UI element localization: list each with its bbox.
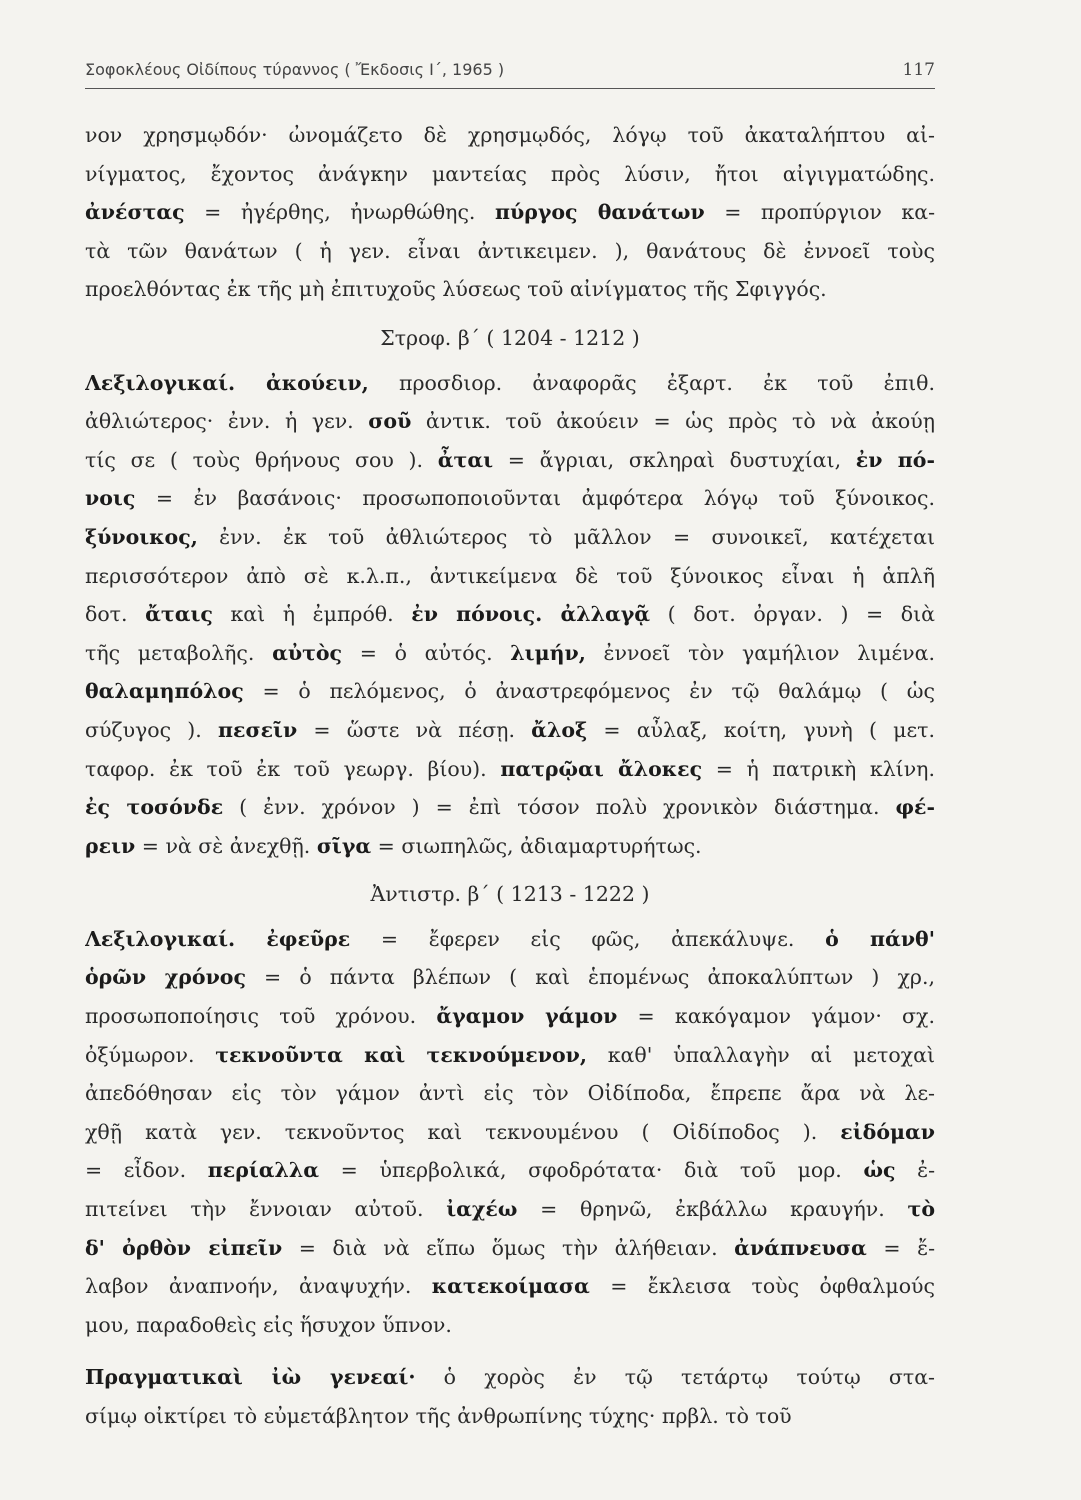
- text-span: = ὁ αὐτός.: [342, 640, 511, 665]
- text-span: = εἶδον.: [85, 1158, 208, 1183]
- text-line: [85, 672, 935, 711]
- lemma-term: τεκνοῦντα καὶ τεκνούμενον,: [215, 1042, 588, 1067]
- lemma-term: ἐν πό-: [855, 447, 935, 472]
- text-line: [85, 155, 935, 194]
- text-line: [85, 997, 935, 1036]
- lemma-term: εἰδόμαν: [840, 1119, 935, 1144]
- text-line: [85, 1036, 935, 1075]
- text-line: [85, 402, 935, 441]
- text-span: ὀξύμωρον.: [85, 1042, 216, 1067]
- text-span: = ὁ πάντα βλέπων ( καὶ ἑπομένως ἀποκαλύπτων ) χρ.,: [245, 965, 935, 990]
- lemma-term: πεσεῖν: [218, 717, 298, 742]
- text-span: σίμῳ οἰκτίρει τὸ εὐμετάβλητον τῆς ἀνθρωπίνης τύχης· πρβλ. τὸ τοῦ: [85, 1404, 792, 1428]
- text-span: = ἔφερεν εἰς φῶς, ἀπεκάλυψε.: [350, 926, 826, 951]
- lemma-term: τὸ: [907, 1197, 935, 1222]
- text-span: προσωποποίησις τοῦ χρόνου.: [85, 1004, 437, 1029]
- text-span: ἐννοεῖ τὸν γαμήλιον λιμένα.: [585, 640, 935, 665]
- text-span: = κακόγαμον γάμον· σχ.: [617, 1004, 935, 1029]
- text-line: [85, 788, 935, 827]
- text-span: = ἄγριαι, σκληραὶ δυστυχίαι,: [493, 447, 856, 472]
- lemma-term: νοις: [85, 486, 136, 511]
- lemma-term: λιμήν,: [510, 640, 586, 665]
- text-span: προελθόντας ἐκ τῆς μὴ ἐπιτυχοῦς λύσεως τοῦ αἰνίγματος τῆς Σφιγγός.: [85, 277, 827, 302]
- lemma-term: ἐς τοσόνδε: [85, 795, 224, 820]
- text-span: τίς σε ( τοὺς θρήνους σου ).: [85, 447, 438, 472]
- text-span: = ἠγέρθης, ἠνωρθώθης.: [184, 200, 495, 225]
- text-line: [85, 920, 935, 959]
- text-span: καθ' ὑπαλλαγὴν αἱ μετοχαὶ: [587, 1042, 935, 1067]
- lemma-term: ξύνοικος,: [85, 524, 198, 549]
- text-line: [85, 1074, 935, 1113]
- lemma-term: ὡς: [863, 1158, 896, 1183]
- text-line: [85, 364, 935, 403]
- text-span: σύζυγος ).: [85, 717, 218, 742]
- running-header: [85, 60, 935, 89]
- text-span: = σιωπηλῶς, ἀδιαμαρτυρήτως.: [371, 833, 702, 858]
- text-line: [85, 1358, 935, 1397]
- text-span: = ἔ-: [866, 1235, 935, 1260]
- text-line: [85, 595, 935, 634]
- text-span: = ἡ πατρικὴ κλίνη.: [702, 756, 935, 781]
- text-line: [85, 1190, 935, 1229]
- lemma-term: Πραγματικαὶ ἰὼ γενεαί·: [85, 1365, 416, 1390]
- section-heading-antistrophe: Ἀντιστρ. β΄ ( 1213 - 1222 ): [370, 882, 650, 907]
- text-span: = νὰ σὲ ἀνεχθῇ.: [135, 833, 317, 858]
- text-line: [85, 1113, 935, 1152]
- lemma-term: πύργος θανάτων: [494, 200, 705, 225]
- page: [85, 60, 935, 1436]
- lemma-term: κατεκοίμασα: [431, 1274, 590, 1299]
- lemma-term: ἄταις: [145, 602, 213, 627]
- text-span: τῆς μεταβολῆς.: [85, 640, 273, 665]
- text-span: μου, παραδοθεὶς εἰς ἥσυχον ὕπνον.: [85, 1312, 452, 1337]
- text-span: = ἔκλεισα τοὺς ὀφθαλμούς: [589, 1274, 935, 1299]
- text-line: [85, 1267, 935, 1306]
- lemma-term: ὁρῶν χρόνος: [85, 965, 246, 990]
- text-line: [85, 750, 935, 789]
- text-line: [85, 827, 935, 866]
- text-span: νίγματος, ἔχοντος ἀνάγκην μαντείας πρὸς λύσιν, ἤτοι αἰγιγματώδης.: [85, 161, 935, 186]
- text-line: [85, 1229, 935, 1268]
- text-span: πιτείνει τὴν ἔννοιαν αὐτοῦ.: [85, 1197, 447, 1222]
- text-line: [85, 557, 935, 596]
- paragraph-intro: [85, 116, 935, 309]
- text-span: νον χρησμῳδόν· ὠνομάζετο δὲ χρησμῳδός, λόγῳ τοῦ ἀκαταλήπτου αἰ-: [85, 123, 935, 147]
- lemma-term: ἄλοξ: [531, 717, 588, 742]
- text-span: καὶ ἡ ἐμπρόθ.: [212, 602, 412, 627]
- text-line: [85, 1397, 935, 1436]
- text-span: = ἐν βασάνοις· προσωποποιοῦνται ἀμφότερα λόγῳ τοῦ ξύνοικος.: [135, 486, 935, 511]
- text-span: ( ἐνν. χρόνον ) = ἐπὶ τόσον πολὺ χρονικὸν διάστημα.: [223, 795, 896, 820]
- paragraph-strophe-glossary: [85, 364, 935, 866]
- lemma-term: σῖγα: [316, 833, 372, 858]
- text-span: = ὁ πελόμενος, ὁ ἀναστρεφόμενος ἐν τῷ θαλάμῳ ( ὡς: [243, 679, 935, 704]
- text-span: λαβον ἀναπνοήν, ἀναψυχήν.: [85, 1274, 432, 1299]
- text-span: τὰ τῶν θανάτων ( ἡ γεν. εἶναι ἀντικειμεν. ), θανάτους δὲ ἐννοεῖ τοὺς: [85, 238, 935, 263]
- text-line: [85, 711, 935, 750]
- lemma-term: αὐτὸς: [272, 640, 343, 665]
- text-span: ( δοτ. ὀργαν. ) = διὰ: [650, 602, 935, 627]
- text-line: [85, 958, 935, 997]
- lemma-term: ἆται: [437, 447, 494, 472]
- text-span: ὁ χορὸς ἐν τῷ τετάρτῳ τούτῳ στα-: [415, 1365, 935, 1390]
- paragraph-antistrophe-glossary: [85, 920, 935, 1345]
- lemma-term: ἀνάπνευσα: [734, 1235, 867, 1260]
- text-line: [85, 518, 935, 557]
- text-span: περισσότερον ἀπὸ σὲ κ.λ.π., ἀντικείμενα δὲ τοῦ ξύνοικος εἶναι ἡ ἁπλῆ: [85, 563, 935, 588]
- text-span: = διὰ νὰ εἴπω ὅμως τὴν ἀλήθειαν.: [282, 1235, 735, 1260]
- text-span: δοτ.: [85, 602, 146, 627]
- text-span: ἐνν. ἐκ τοῦ ἀθλιώτερος τὸ μᾶλλον = συνοικεῖ, κατέχεται: [197, 524, 935, 549]
- text-line: [85, 116, 935, 155]
- lemma-term: ρειν: [85, 833, 136, 858]
- text-span: = ὥστε νὰ πέσῃ.: [297, 717, 532, 742]
- lemma-term: Λεξιλογικαί. ἐφεῦρε: [85, 926, 351, 951]
- text-span: ἀντικ. τοῦ ἀκούειν = ὡς πρὸς τὸ νὰ ἀκούῃ: [411, 409, 935, 434]
- lemma-term: ἄγαμον γάμον: [436, 1004, 618, 1029]
- text-span: ἐ-: [895, 1158, 935, 1183]
- text-span: χθῇ κατὰ γεν. τεκνοῦντος καὶ τεκνουμένου ( Οἰδίποδος ).: [85, 1119, 841, 1144]
- lemma-term: φέ-: [895, 795, 935, 820]
- lemma-term: θαλαμηπόλος: [85, 679, 244, 704]
- section-heading-strophe: Στροφ. β΄ ( 1204 - 1212 ): [380, 325, 640, 350]
- running-title: Σοφοκλέους Οἰδίπους τύραννος ( Ἔκδοσις Ι΄, 1965 ): [85, 60, 505, 79]
- lemma-term: δ' ὀρθὸν εἰπεῖν: [85, 1235, 283, 1260]
- text-span: = ὑπερβολικά, σφοδρότατα· διὰ τοῦ μορ.: [319, 1158, 864, 1183]
- text-line: [85, 1151, 935, 1190]
- lemma-term: Λεξιλογικαί. ἀκούειν,: [85, 370, 369, 395]
- text-span: = θρηνῶ, ἐκβάλλω κραυγήν.: [517, 1197, 908, 1222]
- text-line: [85, 1306, 935, 1345]
- text-span: ἀθλιώτερος· ἐνν. ἡ γεν.: [85, 409, 369, 434]
- lemma-term: πατρῷαι ἄλοκες: [500, 756, 703, 781]
- text-line: [85, 193, 935, 232]
- text-span: = προπύργιον κα-: [704, 200, 935, 225]
- text-span: = αὖλαξ, κοίτη, γυνὴ ( μετ.: [587, 717, 935, 742]
- text-line: [85, 441, 935, 480]
- lemma-term: ἰαχέω: [446, 1197, 518, 1222]
- text-line: [85, 634, 935, 673]
- text-line: [85, 479, 935, 518]
- text-span: προσδιορ. ἀναφορᾶς ἐξαρτ. ἐκ τοῦ ἐπιθ.: [368, 370, 935, 395]
- lemma-term: περίαλλα: [207, 1158, 320, 1183]
- page-number: 117: [902, 60, 935, 80]
- paragraph-final: [85, 1358, 935, 1435]
- lemma-term: σοῦ: [368, 409, 412, 434]
- text-line: [85, 270, 935, 309]
- lemma-term: ἀνέστας: [85, 200, 185, 225]
- text-span: ἀπεδόθησαν εἰς τὸν γάμον ἀντὶ εἰς τὸν Οἰδίποδα, ἔπρεπε ἄρα νὰ λε-: [85, 1081, 935, 1106]
- lemma-term: ὁ πάνθ': [825, 926, 935, 951]
- lemma-term: ἐν πόνοις. ἀλλαγᾷ: [411, 602, 651, 627]
- text-span: ταφορ. ἐκ τοῦ ἐκ τοῦ γεωργ. βίου).: [85, 756, 501, 781]
- text-line: [85, 232, 935, 271]
